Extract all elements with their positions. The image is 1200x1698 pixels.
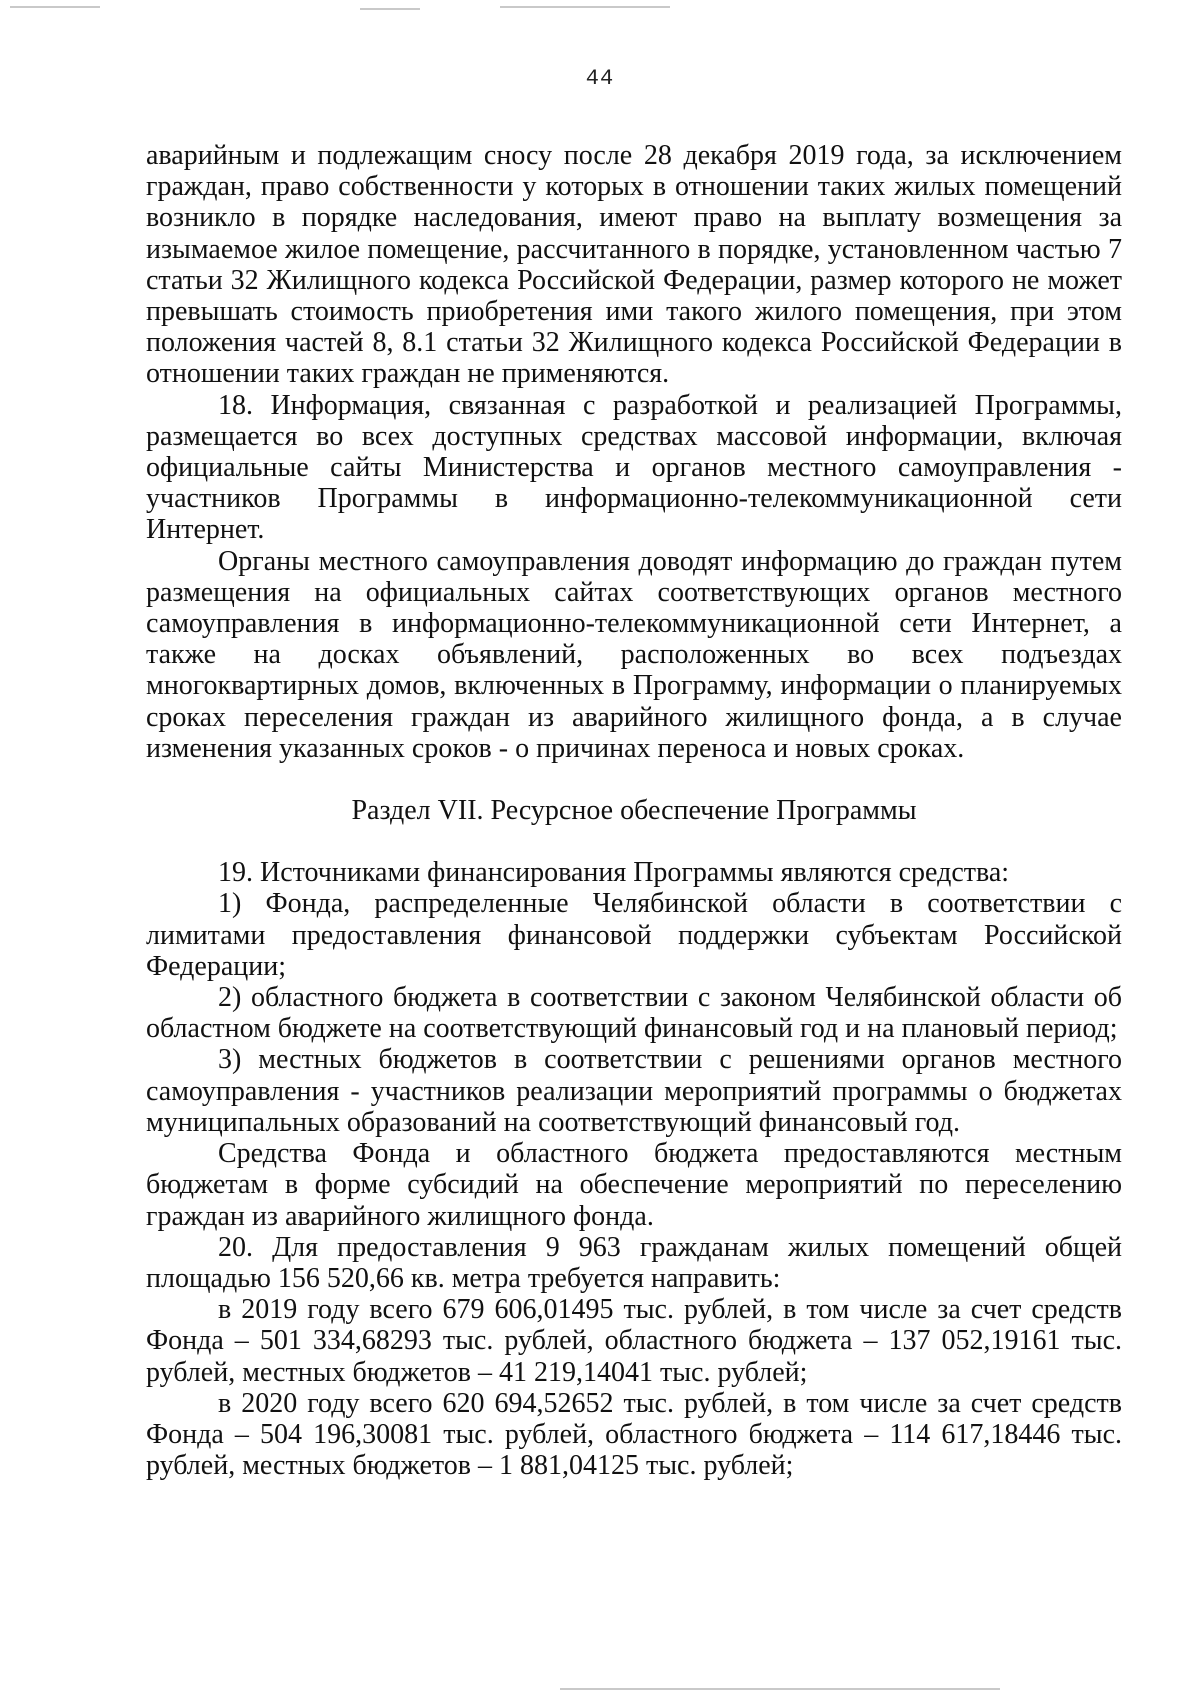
funding-2019-paragraph: в 2019 году всего 679 606,01495 тыс. рублей, в том числе за счет средств Фонда – 501 334,68293 тыс. рублей, областного бюджета – 137 052,19161 тыс. рублей, местных бюджетов – 41 219,14041 тыс. рублей; [146, 1294, 1122, 1388]
scan-artifact-top [360, 8, 420, 10]
paragraph: Органы местного самоуправления доводят информацию до граждан путем размещения на официальных сайтах соответствующих органов местного самоуправления в информационно-телекоммуникационной сети Интернет, а также на досках объявлений, расположенных во всех подъездах многоквартирных домов, включенных в Программу, информации о планируемых сроках переселения граждан из аварийного жилищного фонда, а в случае изменения указанных сроков - о причинах переноса и новых сроках. [146, 545, 1122, 764]
page-number: 44 [585, 66, 615, 91]
document-body [146, 140, 1122, 1481]
list-item: 2) областного бюджета в соответствии с законом Челябинской области об областном бюджете на соответствующий финансовый год и на плановый период; [146, 982, 1122, 1045]
paragraph: аварийным и подлежащим сносу после 28 декабря 2019 года, за исключением граждан, право собственности у которых в отношении таких жилых помещений возникло в порядке наследования, имеют право на выплату возмещения за изымаемое жилое помещение, рассчитанного в порядке, установленном частью 7 статьи 32 Жилищного кодекса Российской Федерации, размер которого не может превышать стоимость приобретения ими такого жилого помещения, при этом положения частей 8, 8.1 статьи 32 Жилищного кодекса Российской Федерации в отношении таких граждан не применяются. [146, 140, 1122, 390]
paragraph: 20. Для предоставления 9 963 гражданам жилых помещений общей площадью 156 520,66 кв. метра требуется направить: [146, 1231, 1122, 1294]
list-item: 3) местных бюджетов в соответствии с решениями органов местного самоуправления - участников реализации мероприятий программы о бюджетах муниципальных образований на соответствующий финансовый год. [146, 1044, 1122, 1138]
paragraph: 18. Информация, связанная с разработкой и реализацией Программы, размещается во всех доступных средствах массовой информации, включая официальные сайты Министерства и органов местного самоуправления - участников Программы в информационно-телекоммуникационной сети Интернет. [146, 389, 1122, 546]
scan-artifact-bottom [560, 1688, 1000, 1690]
section-heading: Раздел VII. Ресурсное обеспечение Программы [351, 795, 917, 827]
scan-artifact-top [500, 6, 670, 8]
paragraph: 19. Источниками финансирования Программы являются средства: [218, 857, 1010, 889]
list-item: 1) Фонда, распределенные Челябинской области в соответствии с лимитами предоставления финансовой поддержки субъектам Российской Федерации; [146, 888, 1122, 982]
scan-artifact-top [10, 6, 100, 8]
funding-2020-paragraph: в 2020 году всего 620 694,52652 тыс. рублей, в том числе за счет средств Фонда – 504 196,30081 тыс. рублей, областного бюджета – 114 617,18446 тыс. рублей, местных бюджетов – 1 881,04125 тыс. рублей; [146, 1387, 1122, 1482]
paragraph: Средства Фонда и областного бюджета предоставляются местным бюджетам в форме субсидий на обеспечение мероприятий по переселению граждан из аварийного жилищного фонда. [146, 1138, 1122, 1232]
